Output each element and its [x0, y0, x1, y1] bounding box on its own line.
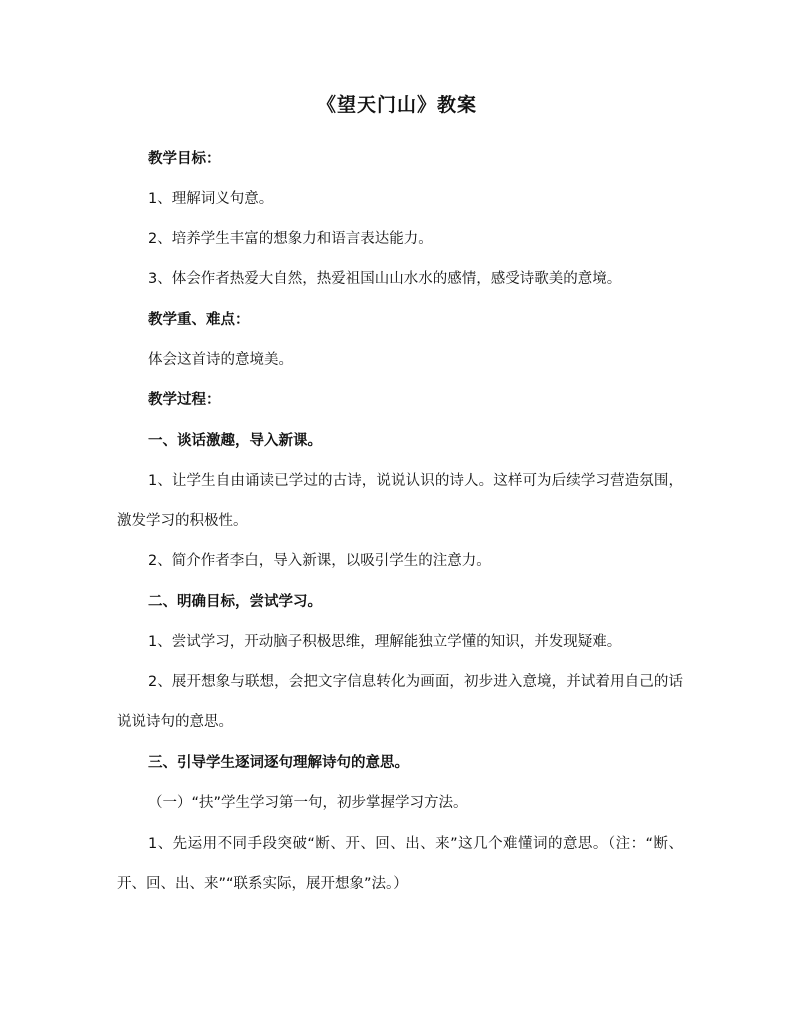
section-1-item-1: 1、让学生自由诵读已学过的古诗，说说认识的诗人。这样可为后续学习营造氛围，激发学习的积极性。 [117, 473, 683, 529]
section-1-heading: 一、谈话激趣，导入新课。 [148, 433, 322, 449]
goal-2: 2、培养学生丰富的想象力和语言表达能力。 [148, 231, 433, 247]
section-2-item-2: 2、展开想象与联想，会把文字信息转化为画面，初步进入意境，并试着用自己的话说说诗句的意思。 [117, 674, 683, 730]
key-points-heading: 教学重、难点： [148, 312, 250, 328]
process-heading: 教学过程： [148, 392, 221, 408]
section-2-item-1: 1、尝试学习，开动脑子积极思维，理解能独立学懂的知识，并发现疑难。 [148, 634, 622, 650]
goal-1: 1、理解词义句意。 [148, 191, 274, 207]
key-points-text: 体会这首诗的意境美。 [148, 352, 293, 368]
section-1-item-2: 2、简介作者李白，导入新课，以吸引学生的注意力。 [148, 553, 491, 569]
document-title: 《望天门山》教案 [316, 94, 477, 116]
goals-heading: 教学目标： [148, 151, 221, 167]
section-2-heading: 二、明确目标，尝试学习。 [148, 594, 322, 610]
section-3-sub-heading: （一）“扶”学生学习第一句，初步掌握学习方法。 [148, 795, 468, 811]
section-3-item-1: 1、先运用不同手段突破“断、开、回、出、来”这几个难懂词的意思。（注：“断、开、回、出、来”“联系实际，展开想象”法。） [117, 836, 683, 892]
goal-3: 3、体会作者热爱大自然，热爱祖国山山水水的感情，感受诗歌美的意境。 [148, 271, 622, 287]
section-3-heading: 三、引导学生逐词逐句理解诗句的意思。 [148, 755, 409, 771]
